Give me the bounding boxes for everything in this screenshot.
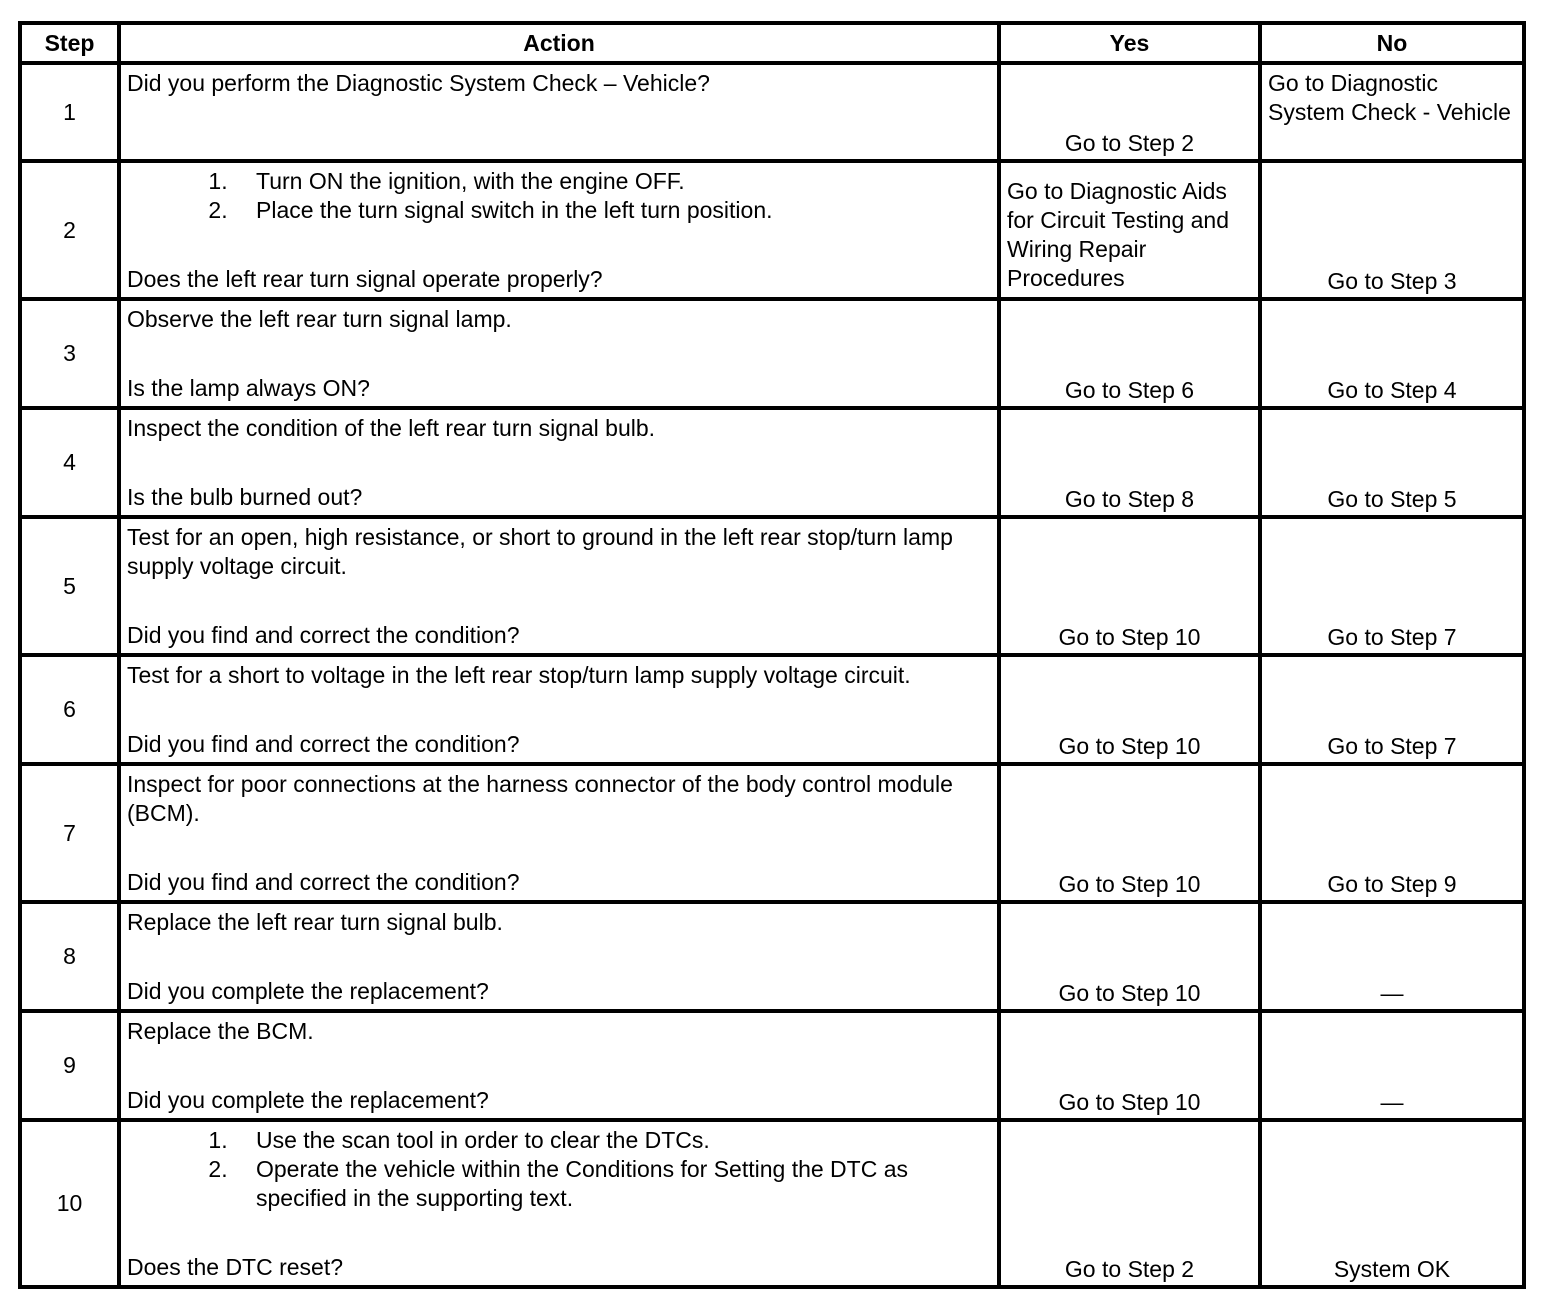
- action-cell: [119, 902, 999, 1011]
- action-cell: [119, 63, 999, 161]
- step-number: 9: [20, 1011, 119, 1120]
- action-question: Did you find and correct the condition?: [127, 869, 520, 895]
- header-yes: Yes: [999, 23, 1260, 63]
- no-cell: Go to Step 7: [1260, 655, 1524, 764]
- action-cell: [119, 299, 999, 408]
- action-text: Test for a short to voltage in the left rear stop/turn lamp supply voltage circuit.: [127, 662, 911, 688]
- yes-cell: Go to Diagnostic Aids for Circuit Testing and Wiring Repair Procedures: [999, 161, 1260, 299]
- action-question: Does the DTC reset?: [127, 1254, 344, 1280]
- diagnostic-table: [18, 21, 1526, 1289]
- action-question: Did you find and correct the condition?: [127, 731, 520, 757]
- step-number: 7: [20, 764, 119, 902]
- step-number: 4: [20, 408, 119, 517]
- action-cell: [119, 408, 999, 517]
- no-cell: —: [1260, 902, 1524, 1011]
- yes-cell: Go to Step 2: [999, 1120, 1260, 1287]
- yes-cell: Go to Step 10: [999, 655, 1260, 764]
- no-cell: Go to Step 5: [1260, 408, 1524, 517]
- header-step: Step: [20, 23, 119, 63]
- yes-cell: Go to Step 10: [999, 764, 1260, 902]
- step-number: 1: [20, 63, 119, 161]
- yes-cell: Go to Step 10: [999, 902, 1260, 1011]
- action-cell: [119, 1011, 999, 1120]
- table-row: [20, 299, 1524, 408]
- table-row: [20, 517, 1524, 655]
- action-text: Replace the BCM.: [127, 1018, 314, 1044]
- action-cell: [119, 161, 999, 299]
- yes-cell: Go to Step 10: [999, 517, 1260, 655]
- no-cell: —: [1260, 1011, 1524, 1120]
- step-number: 10: [20, 1120, 119, 1287]
- list-item: 1. Use the scan tool in order to clear the DTCs.: [234, 1126, 991, 1155]
- action-text: Inspect for poor connections at the harness connector of the body control module (BCM).: [127, 771, 953, 826]
- action-question: Did you complete the replacement?: [127, 978, 489, 1004]
- step-number: 5: [20, 517, 119, 655]
- action-question: Is the bulb burned out?: [127, 484, 363, 510]
- action-question: Is the lamp always ON?: [127, 375, 370, 401]
- table-row: [20, 408, 1524, 517]
- yes-cell: Go to Step 8: [999, 408, 1260, 517]
- yes-cell: Go to Step 6: [999, 299, 1260, 408]
- yes-cell: Go to Step 2: [999, 63, 1260, 161]
- action-text: Replace the left rear turn signal bulb.: [127, 909, 503, 935]
- action-cell: [119, 1120, 999, 1287]
- no-cell: Go to Step 4: [1260, 299, 1524, 408]
- yes-cell: Go to Step 10: [999, 1011, 1260, 1120]
- list-item: 2. Operate the vehicle within the Conditions for Setting the DTC as specified in the supporting text.: [234, 1155, 991, 1213]
- no-cell: Go to Step 3: [1260, 161, 1524, 299]
- step-number: 6: [20, 655, 119, 764]
- table-row: [20, 1011, 1524, 1120]
- list-item: 1. Turn ON the ignition, with the engine OFF.: [234, 167, 991, 196]
- table-row: [20, 161, 1524, 299]
- action-cell: [119, 655, 999, 764]
- no-cell: Go to Diagnostic System Check - Vehicle: [1260, 63, 1524, 161]
- table-row: [20, 1120, 1524, 1287]
- table-row: [20, 655, 1524, 764]
- header-action: Action: [119, 23, 999, 63]
- action-text: Test for an open, high resistance, or short to ground in the left rear stop/turn lamp supply voltage circuit.: [127, 524, 953, 579]
- action-text: Inspect the condition of the left rear turn signal bulb.: [127, 415, 656, 441]
- action-text: Observe the left rear turn signal lamp.: [127, 306, 512, 332]
- action-text: Did you perform the Diagnostic System Check – Vehicle?: [127, 70, 710, 96]
- action-steps-list: [127, 1126, 991, 1213]
- action-cell: [119, 517, 999, 655]
- step-number: 2: [20, 161, 119, 299]
- no-cell: Go to Step 7: [1260, 517, 1524, 655]
- no-cell: System OK: [1260, 1120, 1524, 1287]
- action-cell: [119, 764, 999, 902]
- step-number: 8: [20, 902, 119, 1011]
- table-row: [20, 63, 1524, 161]
- step-number: 3: [20, 299, 119, 408]
- table-row: [20, 764, 1524, 902]
- header-row: [20, 23, 1524, 63]
- action-steps-list: [127, 167, 991, 225]
- table-row: [20, 902, 1524, 1011]
- no-cell: Go to Step 9: [1260, 764, 1524, 902]
- action-question: Does the left rear turn signal operate properly?: [127, 266, 603, 292]
- action-question: Did you complete the replacement?: [127, 1087, 489, 1113]
- header-no: No: [1260, 23, 1524, 63]
- list-item: 2. Place the turn signal switch in the left turn position.: [234, 196, 991, 225]
- action-question: Did you find and correct the condition?: [127, 622, 520, 648]
